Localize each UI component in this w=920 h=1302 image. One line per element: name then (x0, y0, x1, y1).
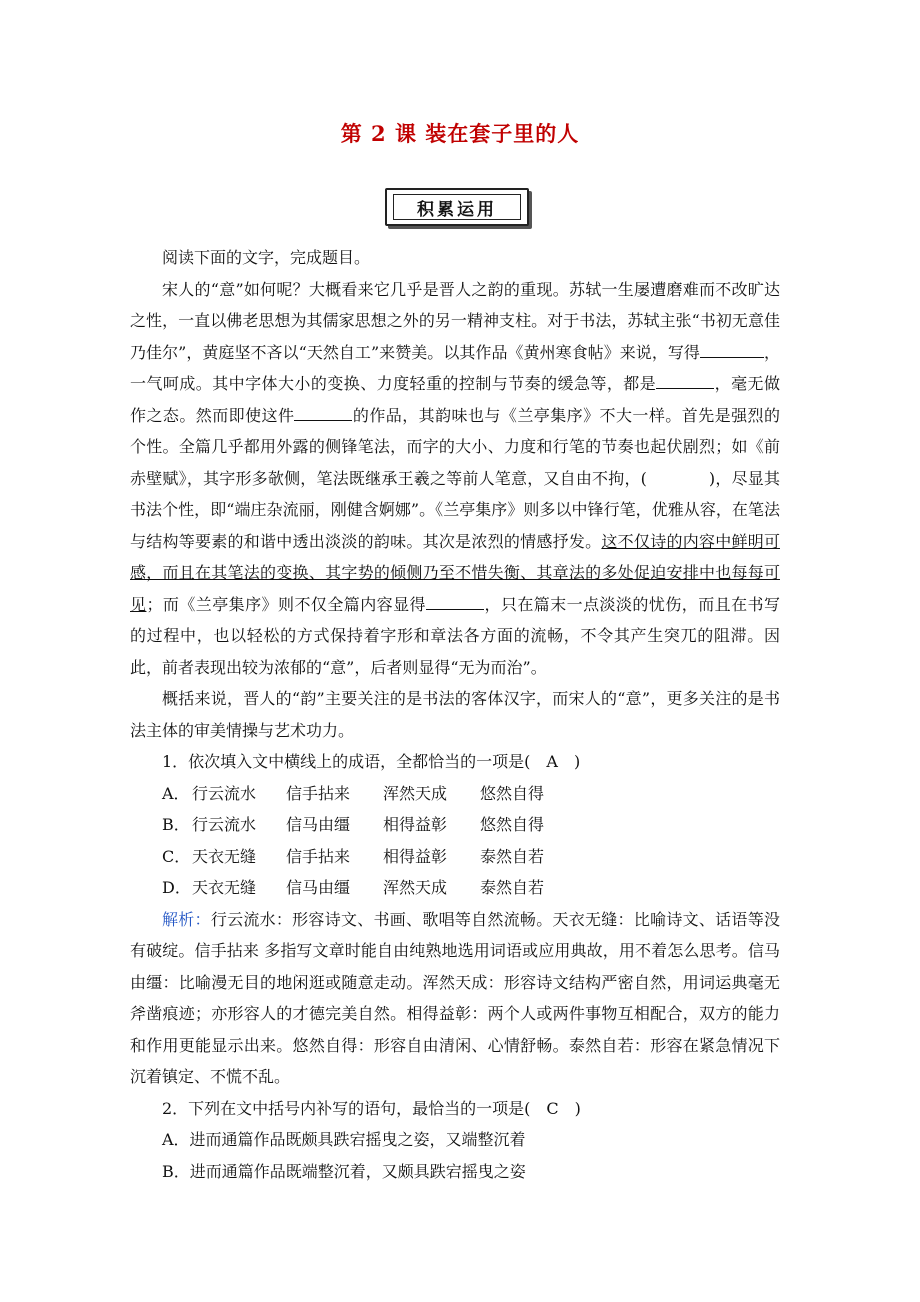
reading-instruction: 阅读下面的文字，完成题目。 (162, 248, 371, 267)
fill-blank-3 (294, 404, 352, 421)
question-1-option-a: A． 行云流水 信手拈来 浑然天成 悠然自得 (162, 783, 545, 803)
question-2-option-a: A．进而通篇作品既颇具跌宕摇曳之姿，又端整沉着 (162, 1130, 526, 1149)
passage-paragraph-2: 概括来说，晋人的“韵”主要关注的是书法的客体汉字，而宋人的“意”，更多关注的是书法主体的审美情操与艺术功力。 (130, 689, 780, 740)
question-1-explanation: 解析：行云流水：形容诗文、书画、歌唱等自然流畅。天衣无缝：比喻诗文、话语等没有破绽。信手拈来 多指写文章时能自由纯熟地选用词语或应用典故，用不着怎么思考。信马由缰：比喻漫无目的地闲逛或随意走动。浑然天成：形容诗文结构严密自然，用词运典毫无斧凿痕迹；亦形容人的才德完美自然。相得益彰：两个人或两件事物互相配合，双方的能力和作用更能显示出来。悠然自得：形容自由清闲、心情舒畅。泰然自若：形容在紧急情况下沉着镇定、不慌不乱。 (130, 909, 780, 1086)
passage-paragraph-1: 宋人的“意”如何呢？大概看来它几乎是晋人之韵的重现。苏轼一生屡遭磨难而不改旷达之性，一直以佛老思想为其儒家思想之外的另一精神支柱。对于书法，苏轼主张“书初无意佳乃佳尔”，黄庭坚不吝以“天然自工”来赞美。以其作品《黄州寒食帖》来说，写得 ，一气呵成。其中字体大小的变换、力度轻重的控制与节奏的缓急等，都是 ，毫无做作之态。然而即使这件 的作品，其韵味也与《兰亭集序》不大一样。首先是强烈的个性。全篇几乎都用外露的侧锋笔法，而字的大小、力度和行笔的节奏也起伏剧烈；如《前赤壁赋》，其字形多欹侧，笔法既继承王羲之等前人笔意，又自由不拘，( )，尽显其书法个性，即“端庄杂流丽，刚健含婀娜”。《兰亭集序》则多以中锋行笔，优雅从容，在笔法与结构等要素的和谐中透出淡淡的韵味。其次是浓烈的情感抒发。这不仅诗的内容中鲜明可感，而且在其笔法的变换、其字势的倾侧乃至不惜失衡、其章法的多处促迫安排中也每每可见；而《兰亭集序》则不仅全篇内容显得 ，只在篇末一点淡淡的忧伤，而且在书写的过程中，也以轻松的方式保持着字形和章法各方面的流畅，不令其产生突兀的阻滞。因此，前者表现出较为浓郁的“意”，后者则显得“无为而治”。 (130, 279, 780, 677)
section-header-box (385, 188, 529, 226)
lesson-title: 第 2 课 装在套子里的人 (340, 121, 580, 146)
underlined-sentence: 这不仅诗的内容中鲜明可感，而且在其笔法的变换、其字势的倾侧乃至不惜失衡、其章法的多处促迫安排中也每每可见 (130, 531, 780, 614)
explanation-label: 解析： (162, 909, 211, 929)
fill-blank-4 (426, 593, 484, 610)
question-2-stem: 2．下列在文中括号内补写的语句，最恰当的一项是( C ) (162, 1098, 581, 1118)
document-body (130, 242, 780, 1187)
section-header-label: 积累运用 (393, 194, 521, 220)
question-1-stem: 1．依次填入文中横线上的成语，全都恰当的一项是( A ) (162, 752, 581, 771)
fill-blank-2 (656, 372, 714, 389)
question-2-option-b: B．进而通篇作品既端整沉着，又颇具跌宕摇曳之姿 (162, 1161, 526, 1181)
fill-blank-1 (700, 341, 764, 358)
question-1-option-c: C． 天衣无缝 信手拈来 相得益彰 泰然自若 (162, 846, 545, 866)
question-1-option-b: B． 行云流水 信马由缰 相得益彰 悠然自得 (162, 815, 545, 834)
question-1-option-d: D． 天衣无缝 信马由缰 浑然天成 泰然自若 (162, 878, 545, 897)
